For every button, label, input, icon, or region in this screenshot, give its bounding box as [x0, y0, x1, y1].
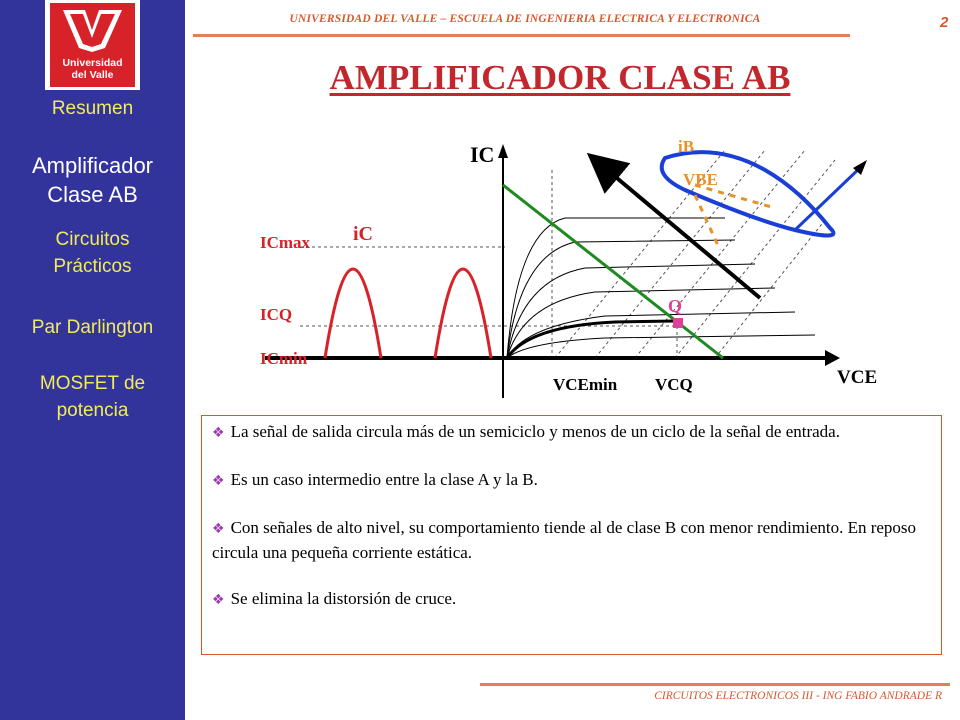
logo-text-line2: del Valle	[71, 69, 114, 81]
ic-max-label: ICmax	[260, 233, 311, 252]
vcq-label: VCQ	[655, 375, 693, 394]
university-logo	[45, 0, 140, 90]
bullet-box	[201, 415, 942, 655]
diamond-bullet-icon: ❖	[212, 592, 225, 608]
bullet-item: ❖ La señal de salida circula más de un semiciclo y menos de un ciclo de la señal de entrada.	[212, 422, 840, 441]
vce-min-label: VCEmin	[553, 375, 618, 394]
class-ab-diagram	[255, 130, 885, 398]
ib-label: iB	[678, 137, 695, 156]
footer-divider	[480, 683, 950, 686]
ic-min-label: ICmin	[260, 349, 308, 368]
bullet-item: ❖ Es un caso intermedio entre la clase A y la B.	[212, 470, 538, 489]
sidebar	[0, 0, 185, 720]
output-curves	[507, 218, 815, 358]
vbe-label: VBE	[683, 170, 718, 189]
sidebar-item-mosfet-de-potencia[interactable]: MOSFET de potencia	[39, 373, 146, 421]
ic-wave-label: iC	[353, 223, 373, 245]
vce-axis-arrow-icon	[825, 350, 840, 366]
diamond-bullet-icon: ❖	[212, 425, 225, 441]
sidebar-item-resumen[interactable]: Resumen	[51, 98, 134, 119]
q-point-marker	[673, 318, 683, 328]
diamond-bullet-icon: ❖	[212, 473, 225, 489]
footer-text: CIRCUITOS ELECTRONICOS III - ING FABIO ANDRADE R	[654, 690, 942, 702]
page-number: 2	[940, 14, 949, 31]
vce-label: VCE	[837, 367, 878, 388]
diamond-bullet-icon: ❖	[212, 521, 225, 537]
bullet-item: ❖ Con señales de alto nivel, su comportamiento tiende al de clase B con menor rendimiento. En reposo circula una pequeña corriente estática.	[212, 518, 917, 562]
output-current-wave-2	[435, 269, 491, 358]
header-university: UNIVERSIDAD DEL VALLE – ESCUELA DE INGENIERIA ELECTRICA Y ELECTRONICA	[289, 13, 761, 25]
ic-axis-label: IC	[470, 142, 495, 167]
output-current-wave-1	[325, 269, 381, 358]
sidebar-item-circuitos-practicos[interactable]: Circuitos Prácticos	[53, 229, 132, 277]
bullet-item: ❖ Se elimina la distorsión de cruce.	[212, 589, 457, 608]
sidebar-item-par-darlington[interactable]: Par Darlington	[31, 317, 154, 338]
ic-axis-arrow-icon	[498, 144, 508, 158]
header-divider	[193, 34, 850, 37]
logo-text-line1: Universidad	[62, 57, 123, 69]
load-line	[503, 185, 723, 358]
sidebar-item-amplificador-clase-ab[interactable]: Amplificador Clase AB	[31, 153, 154, 207]
page-title: AMPLIFICADOR CLASE AB	[329, 58, 791, 97]
q-label: Q	[668, 296, 683, 316]
quiescent-curve	[507, 321, 675, 358]
icq-label: ICQ	[260, 305, 293, 324]
